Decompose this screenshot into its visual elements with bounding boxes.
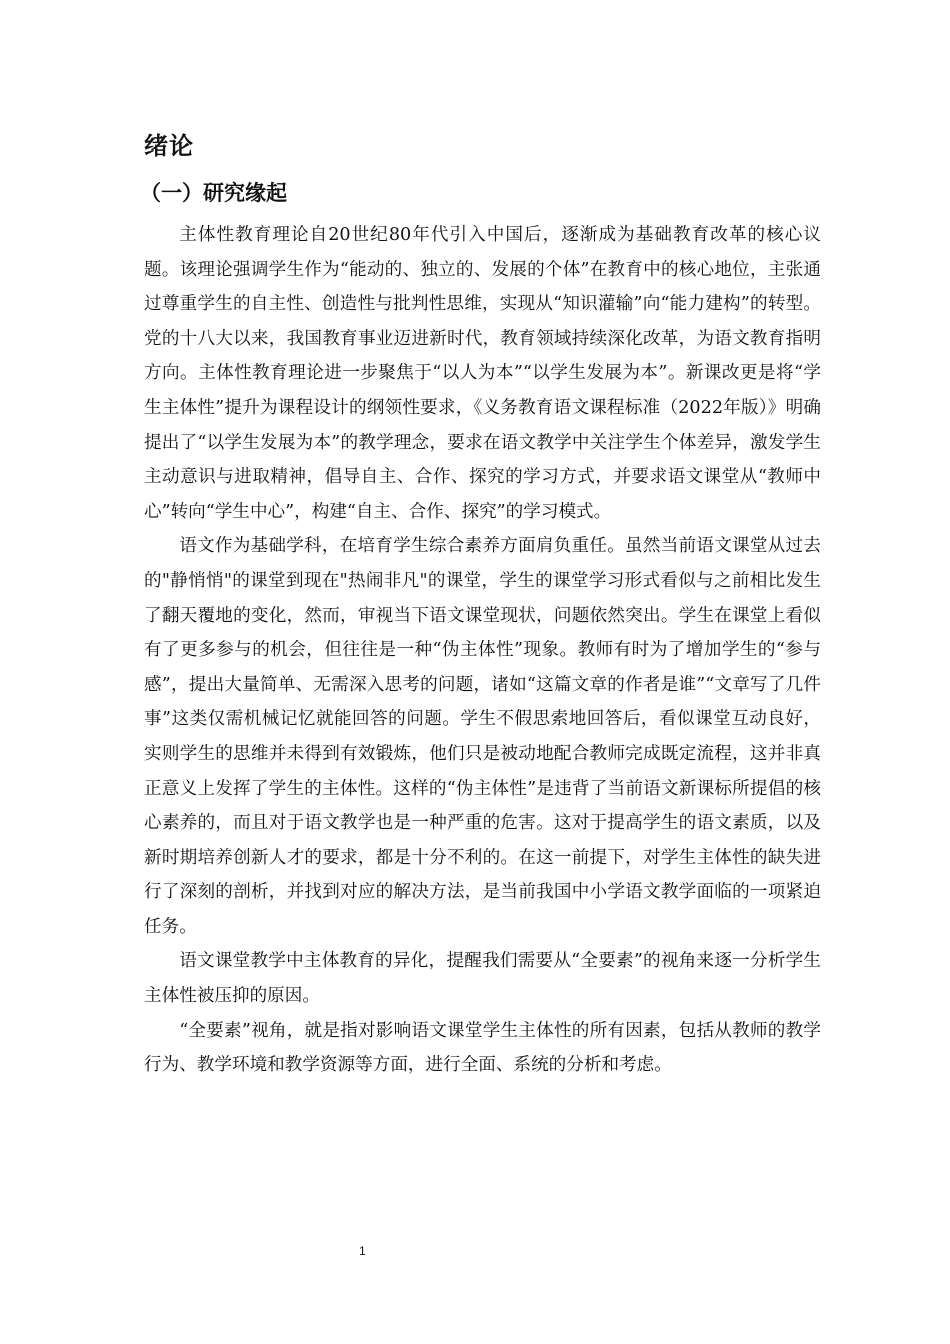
paragraph-3: 语文课堂教学中主体教育的异化，提醒我们需要从“全要素”的视角来逐一分析学生主体性被压抑的原因。	[144, 951, 821, 1007]
paragraph-1: 主体性教育理论自20世纪80年代引入中国后，逐渐成为基础教育改革的核心议题。该理论强调学生作为“能动的、独立的、发展的个体”在教育中的核心地位，主张通过尊重学生的自主性、创造性与批判性思维，实现从“知识灌输”向“能力建构”的转型。党的十八大以来，我国教育事业迈进新时代，教育领域持续深化改革，为语文教育指明方向。主体性教育理论进一步聚焦于“以人为本”“以学生发展为本”。新课改更是将“学生主体性”提升为课程设计的纲领性要求，《义务教育语文课程标准（2022年版）》明确提出了“以学生发展为本”的教学理念，要求在语文教学中关注学生个体差异，激发学生主动意识与进取精神，倡导自主、合作、探究的学习方式，并要求语文课堂从“教师中心”转向“学生中心”，构建“自主、合作、探究”的学习模式。	[144, 225, 821, 522]
body-text	[144, 218, 821, 1083]
page-number: 1	[359, 1244, 366, 1258]
section-title: （一）研究缘起	[140, 181, 287, 205]
paragraph-4: “全要素”视角，就是指对影响语文课堂学生主体性的所有因素，包括从教师的教学行为、教学环境和教学资源等方面，进行全面、系统的分析和考虑。	[144, 1020, 821, 1076]
paragraph-2: 语文作为基础学科，在培育学生综合素养方面肩负重任。虽然当前语文课堂从过去的"静悄悄"的课堂到现在"热闹非凡"的课堂，学生的课堂学习形式看似与之前相比发生了翻天覆地的变化，然而，审视当下语文课堂现状，问题依然突出。学生在课堂上看似有了更多参与的机会，但往往是一种“伪主体性”现象。教师有时为了增加学生的“参与感”，提出大量简单、无需深入思考的问题，诸如“这篇文章的作者是谁”“文章写了几件事”这类仅需机械记忆就能回答的问题。学生不假思索地回答后，看似课堂互动良好，实则学生的思维并未得到有效锻炼，他们只是被动地配合教师完成既定流程，这并非真正意义上发挥了学生的主体性。这样的“伪主体性”是违背了当前语文新课标所提倡的核心素养的，而且对于语文教学也是一种严重的危害。这对于提高学生的语文素质，以及新时期培养创新人才的要求，都是十分不利的。在这一前提下，对学生主体性的缺失进行了深刻的剖析，并找到对应的解决方法，是当前我国中小学语文教学面临的一项紧迫任务。	[144, 536, 821, 937]
chapter-title: 绪论	[144, 132, 194, 160]
